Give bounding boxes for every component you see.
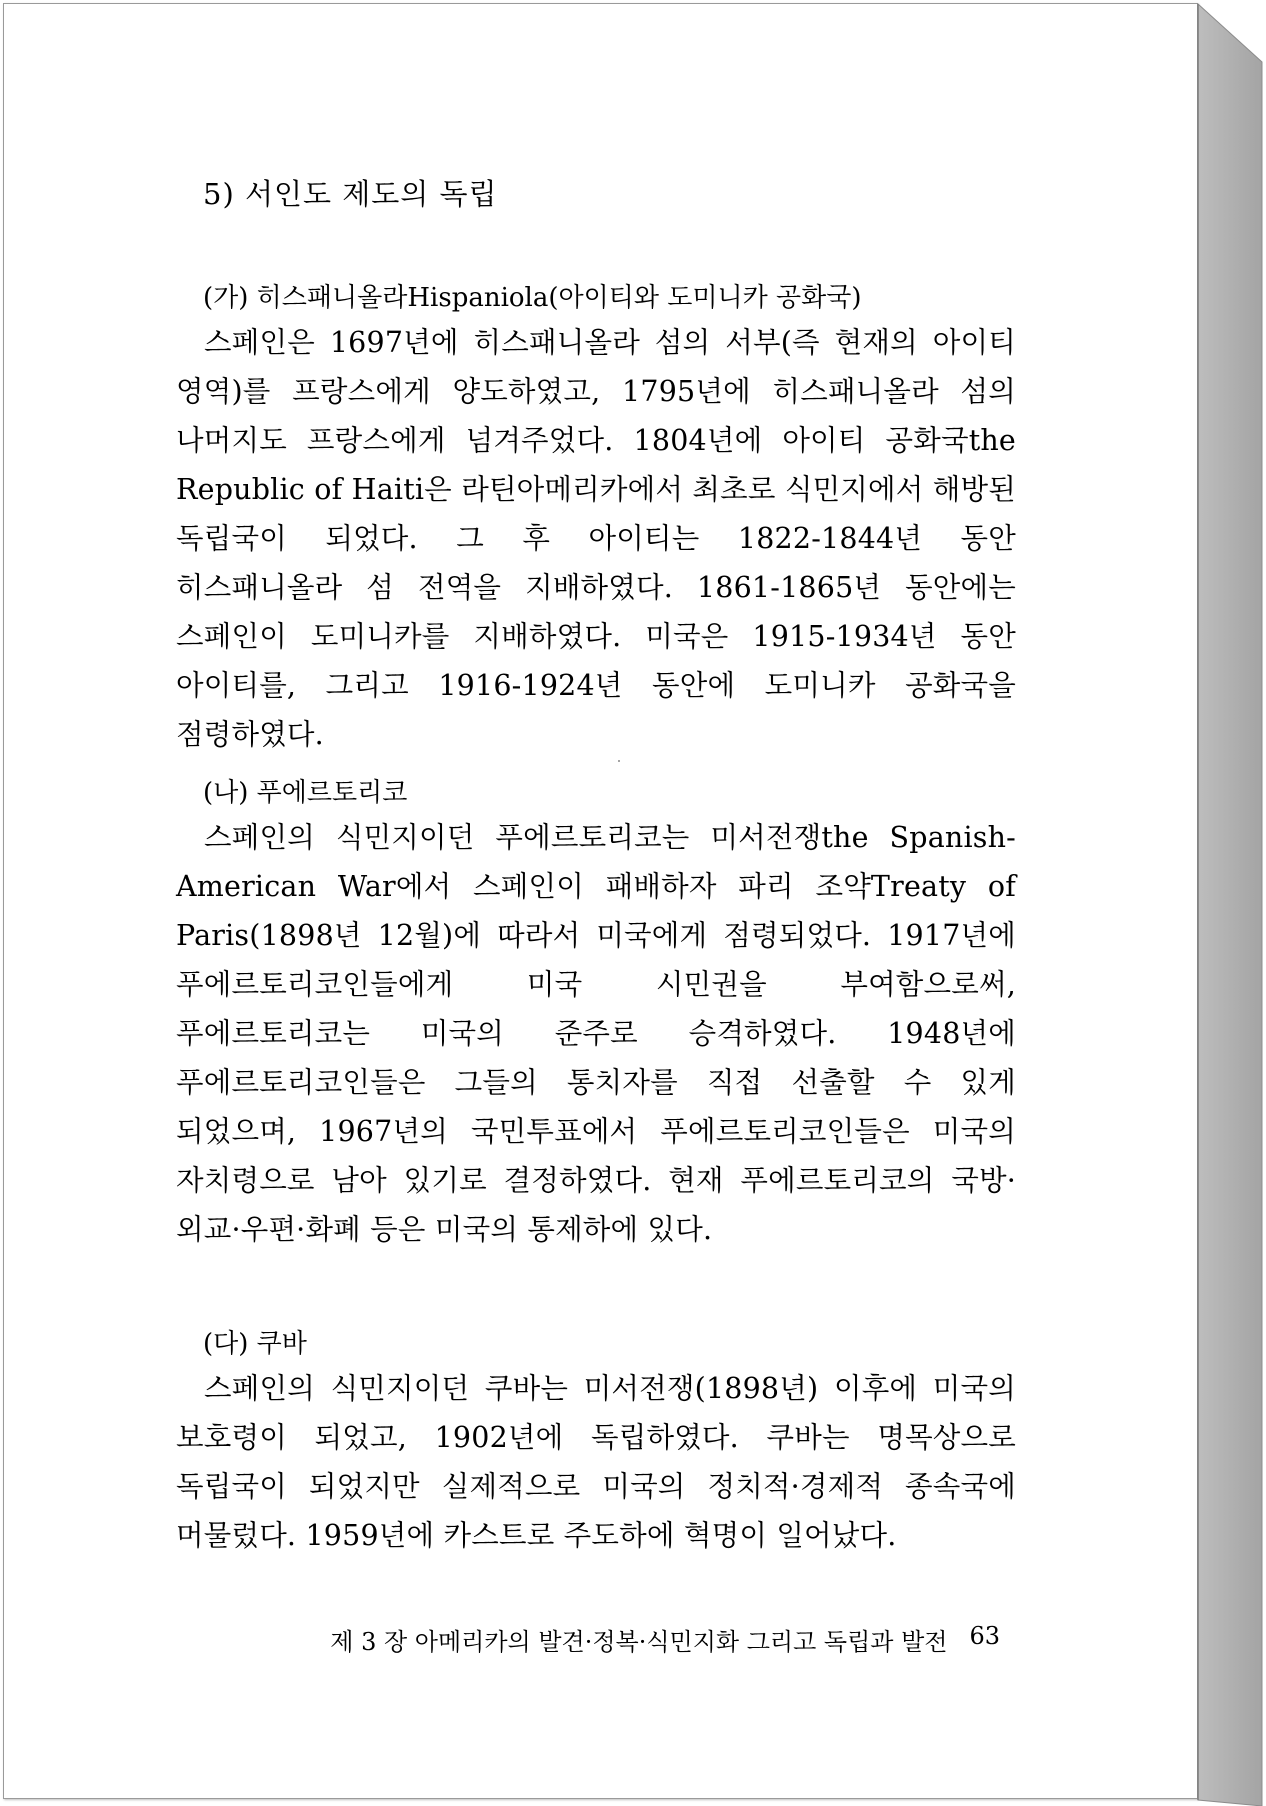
page-number: 63	[969, 1622, 1000, 1650]
subsection-heading-hispaniola: (가) 히스패니올라Hispaniola(아이티와 도미니카 공화국)	[203, 283, 862, 313]
stray-mark	[618, 760, 620, 762]
paragraph-cuba: 스페인의 식민지이던 쿠바는 미서전쟁(1898년) 이후에 미국의 보호령이 되었고, 1902년에 독립하였다. 쿠바는 명목상으로 독립국이 되었지만 실제적으로 미국의 정치적·경제적 종속국에 머물렀다. 1959년에 카스트로 주도하에 혁명이 일어났다.	[176, 1372, 1016, 1552]
paragraph-hispaniola: 스페인은 1697년에 히스패니올라 섬의 서부(즉 현재의 아이티 영역)를 프랑스에게 양도하였고, 1795년에 히스패니올라 섬의 나머지도 프랑스에게 넘겨주었다. 1804년에 아이티 공화국the Republic of Haiti은 라틴아메리카에서 최초로 식민지에서 해방된 독립국이 되었다. 그 후 아이티는 1822-1844년 동안 히스패니올라 섬 전역을 지배하였다. 1861-1865년 동안에는 스페인이 도미니카를 지배하였다. 미국은 1915-1934년 동안 아이티를, 그리고 1916-1924년 동안에 도미니카 공화국을 점령하였다.	[176, 326, 1016, 751]
page-footer	[290, 1622, 1000, 1657]
footer-chapter-title: 제 3 장 아메리카의 발견·정복·식민지화 그리고 독립과 발전	[330, 1628, 948, 1656]
paragraph-puerto-rico: 스페인의 식민지이던 푸에르토리코는 미서전쟁the Spanish-American War에서 스페인이 패배하자 파리 조약Treaty of Paris(1898년 12월)에 따라서 미국에게 점령되었다. 1917년에 푸에르토리코인들에게 미국 시민권을 부여함으로써, 푸에르토리코는 미국의 준주로 승격하였다. 1948년에 푸에르토리코인들은 그들의 통치자를 직접 선출할 수 있게 되었으며, 1967년의 국민투표에서 푸에르토리코인들은 미국의 자치령으로 남아 있기로 결정하였다. 현재 푸에르토리코의 국방·외교·우편·화폐 등은 미국의 통제하에 있다.	[176, 821, 1016, 1246]
subsection-heading-puerto-rico: (나) 푸에르토리코	[203, 778, 408, 808]
section-title: 5) 서인도 제도의 독립	[203, 177, 498, 211]
subsection-heading-cuba: (다) 쿠바	[203, 1329, 307, 1359]
